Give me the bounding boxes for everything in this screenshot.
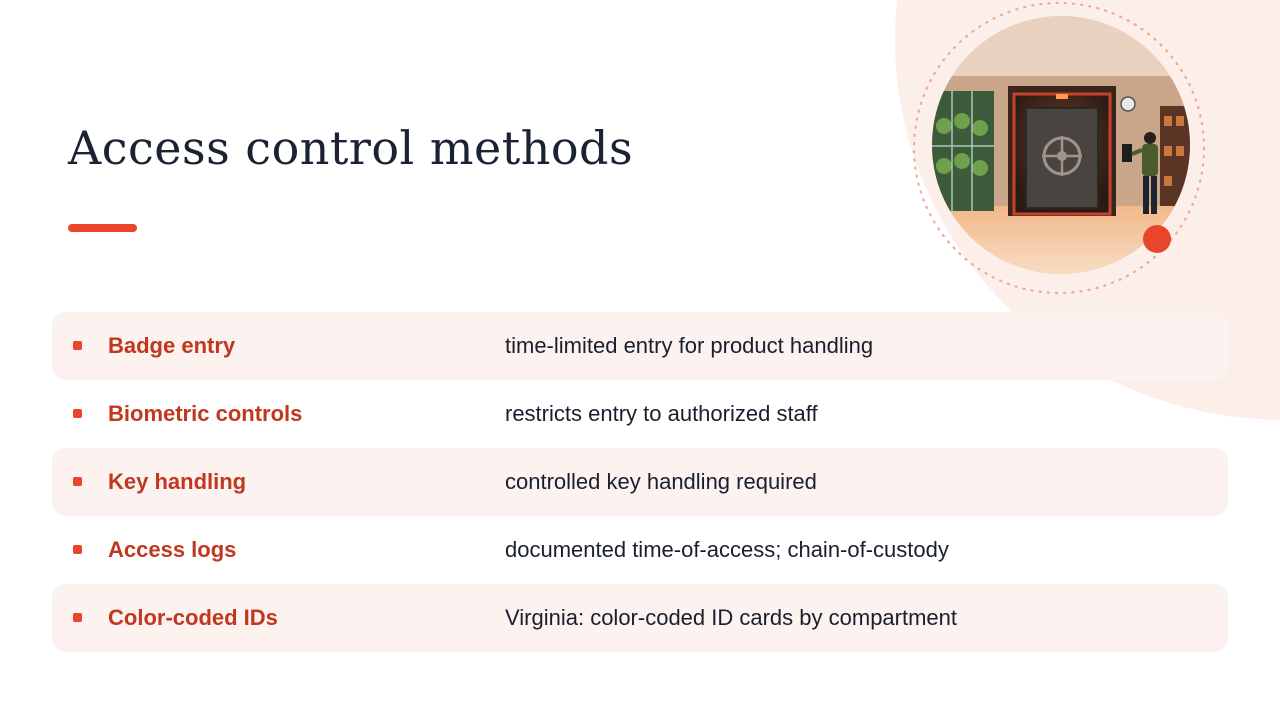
- method-label: Badge entry: [108, 333, 236, 358]
- bullet-icon: [73, 545, 82, 554]
- list-item: [52, 312, 1228, 380]
- list-item: [52, 448, 1228, 516]
- access-methods-list: [52, 312, 1228, 652]
- method-description: Virginia: color-coded ID cards by compartment: [505, 605, 958, 630]
- method-description: time-limited entry for product handling: [505, 333, 874, 358]
- method-description: controlled key handling required: [505, 469, 817, 494]
- bullet-icon: [73, 341, 82, 350]
- method-description: documented time-of-access; chain-of-custody: [505, 537, 949, 562]
- method-label: Biometric controls: [108, 401, 303, 426]
- method-description: restricts entry to authorized staff: [505, 401, 818, 426]
- method-label: Access logs: [108, 537, 237, 562]
- accent-dot: [1143, 225, 1171, 253]
- method-label: Color-coded IDs: [108, 605, 278, 630]
- bullet-icon: [73, 613, 82, 622]
- bullet-icon: [73, 477, 82, 486]
- list-item: [52, 516, 1228, 584]
- title-accent-bar: [68, 224, 137, 232]
- bullet-icon: [73, 409, 82, 418]
- slide-title: Access control methods: [68, 121, 634, 175]
- list-item: [52, 380, 1228, 448]
- method-label: Key handling: [108, 469, 247, 494]
- list-item: [52, 584, 1228, 652]
